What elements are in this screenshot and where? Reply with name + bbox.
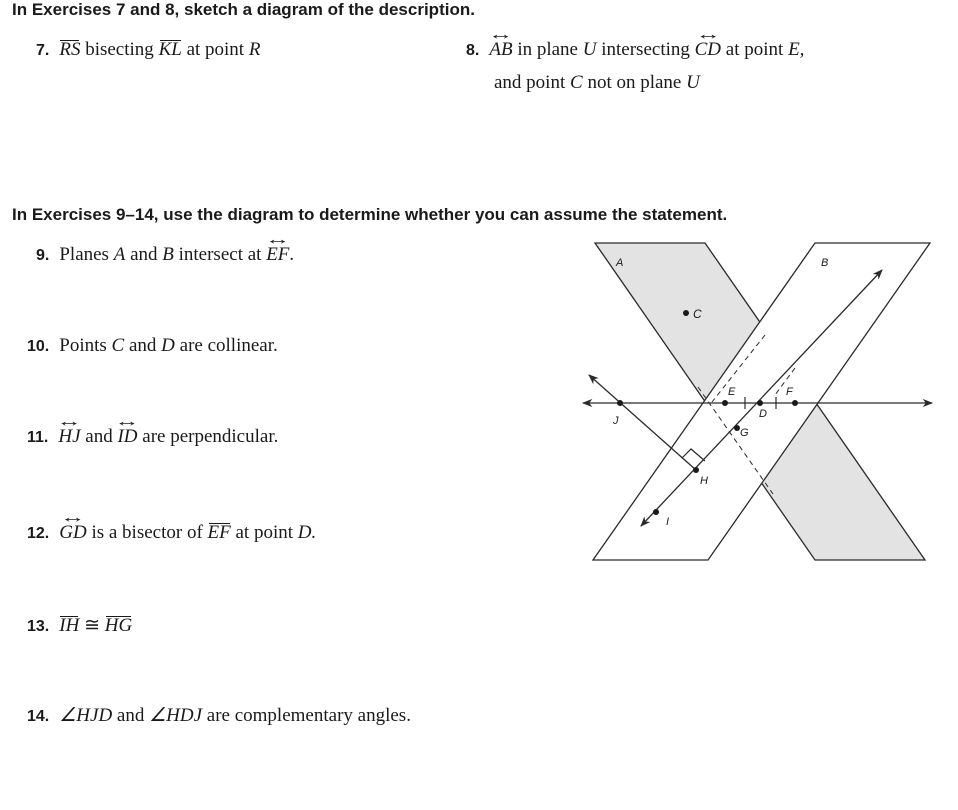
point-label: D: [161, 335, 175, 356]
label-g: G: [740, 427, 749, 439]
exercise-11: [27, 426, 278, 448]
segment-ef: EF: [207, 522, 231, 543]
point-label: E,: [788, 39, 805, 60]
line-ab: ↔ AB: [489, 39, 512, 61]
exercise-10: [27, 335, 278, 357]
point-label: C: [111, 335, 125, 356]
line-ef: ↔ EF: [266, 244, 289, 266]
exercise-7: [36, 39, 260, 61]
text: bisecting: [85, 39, 154, 60]
section1-heading: In Exercises 7 and 8, sketch a diagram of the description.: [12, 0, 475, 19]
segment-rs: RS: [59, 39, 81, 60]
exercise-number: 10.: [27, 338, 50, 355]
segment-hg: HG: [104, 615, 133, 636]
text: at point: [235, 522, 294, 543]
exercise-9: [36, 244, 294, 266]
congruent-symbol: ≅: [84, 615, 100, 636]
line-hj: ↔ HJ: [58, 426, 80, 448]
point-label: C: [570, 72, 583, 93]
exercise-number: 12.: [27, 525, 50, 542]
segment-ih: IH: [59, 615, 80, 636]
text: are complementary angles.: [206, 705, 411, 726]
plane-label: U: [686, 72, 700, 93]
point-label: D.: [297, 522, 317, 543]
exercise-8: [466, 39, 804, 61]
label-j: J: [613, 415, 619, 427]
segment-kl: KL: [158, 39, 182, 60]
text: are collinear.: [179, 335, 278, 356]
text: is a bisector of: [91, 522, 203, 543]
line-gd: ↔ GD: [59, 522, 86, 544]
plane-label: A: [113, 244, 126, 265]
point-d: [757, 400, 763, 406]
text: and: [128, 335, 157, 356]
point-e: [722, 400, 728, 406]
exercise-number: 14.: [27, 708, 50, 725]
point-j: [617, 400, 623, 406]
exercise-8-line2: [494, 72, 700, 94]
text: in plane: [517, 39, 578, 60]
exercise-12: [27, 522, 316, 544]
text: Planes: [59, 244, 109, 265]
point-i: [653, 509, 659, 515]
label-b: B: [821, 257, 829, 269]
label-e: E: [728, 386, 736, 398]
exercise-number: 11.: [27, 429, 49, 446]
point-f: [792, 400, 798, 406]
angle-hdj: ∠HDJ: [149, 705, 203, 726]
text: Points: [59, 335, 107, 356]
line-id: ↔ ID: [117, 426, 137, 448]
label-c: C: [693, 307, 702, 321]
label-i: I: [666, 516, 670, 528]
label-a: A: [616, 257, 624, 269]
text: not on plane: [587, 72, 682, 93]
exercise-13: [27, 614, 132, 637]
exercise-number: 8.: [466, 42, 480, 59]
text: at point: [725, 39, 784, 60]
text: and: [85, 426, 113, 447]
geometry-diagram: [575, 240, 940, 565]
text: and: [130, 244, 158, 265]
ray-hj: [589, 375, 696, 470]
exercise-14: [27, 704, 411, 727]
point-label: R: [248, 39, 261, 60]
plane-label: B: [162, 244, 174, 265]
exercise-number: 13.: [27, 618, 50, 635]
line-cd: ↔ CD: [695, 39, 721, 61]
angle-hjd: ∠HJD: [59, 705, 113, 726]
text: and: [116, 705, 145, 726]
label-h: H: [700, 475, 708, 487]
text: and point: [494, 72, 566, 93]
plane-label: U: [582, 39, 597, 60]
text: at point: [186, 39, 245, 60]
point-c: [683, 310, 689, 316]
section2-heading: In Exercises 9–14, use the diagram to determine whether you can assume the statement.: [12, 205, 728, 224]
text: .: [289, 244, 295, 265]
point-h: [693, 467, 699, 473]
exercise-number: 9.: [36, 247, 50, 264]
text: intersect at: [178, 244, 262, 265]
exercise-number: 7.: [36, 42, 50, 59]
label-d: D: [759, 408, 767, 420]
text: are perpendicular.: [142, 426, 279, 447]
label-f: F: [786, 386, 793, 398]
text: intersecting: [601, 39, 690, 60]
